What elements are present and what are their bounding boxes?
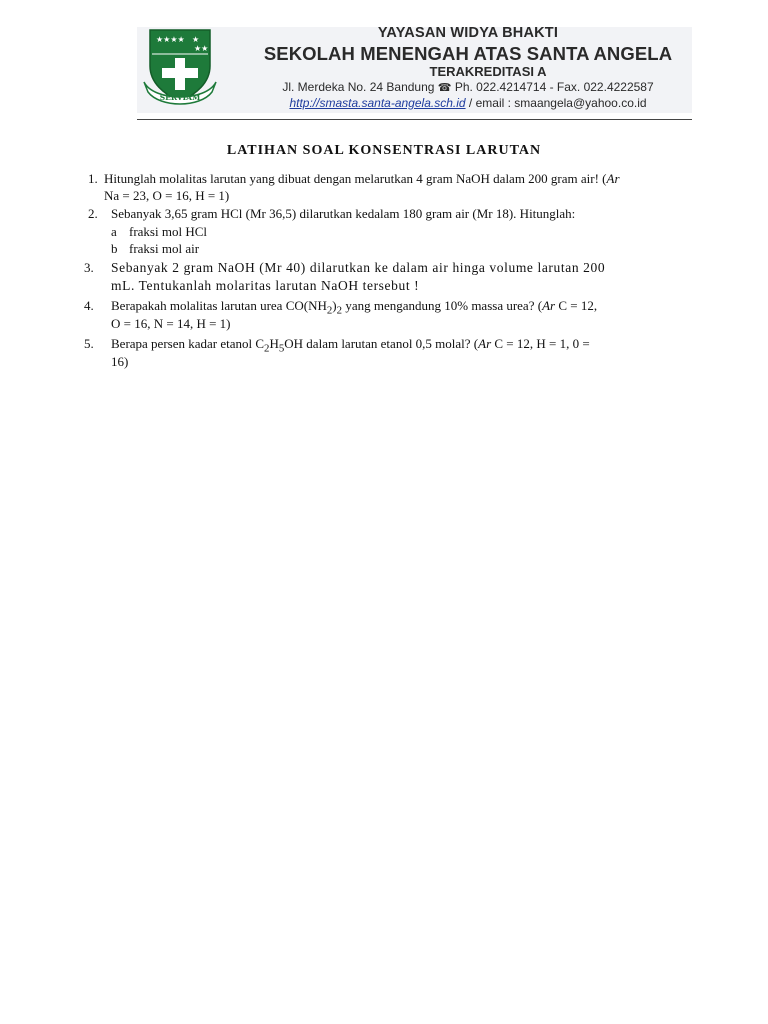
subscript: 2 <box>264 342 270 355</box>
subitem-letter: b <box>111 241 118 256</box>
document-title: LATIHAN SOAL KONSENTRASI LARUTAN <box>226 143 542 158</box>
separator: / <box>468 96 473 110</box>
question-number: 4. <box>84 298 94 313</box>
question-number: 2. <box>88 206 98 221</box>
question-5-text: Berapa persen kadar etanol C <box>111 336 265 351</box>
question-3-line-2: mL. Tentukanlah molaritas larutan NaOH tersebut ! <box>111 278 420 293</box>
subitem-text: fraksi mol air <box>129 241 200 256</box>
letterhead-text <box>248 24 688 111</box>
question-5-line-2: 16) <box>111 354 129 369</box>
question-4-text: C = 12, <box>555 298 598 313</box>
question-5-text: C = 12, H = 1, 0 = <box>491 336 590 351</box>
question-2-subitem-b <box>111 240 199 257</box>
question-2-subitem-a <box>111 223 207 240</box>
subitem-text: fraksi mol HCl <box>129 224 207 239</box>
school-crest-logo <box>140 28 220 108</box>
logo-motto: SERVIAM <box>159 93 201 102</box>
question-number: 1. <box>88 171 98 186</box>
svg-text:★: ★ <box>192 35 200 44</box>
ar-label: Ar <box>478 336 492 351</box>
question-number: 3. <box>84 260 94 275</box>
address-line <box>248 80 688 96</box>
question-2-line-1: Sebanyak 3,65 gram HCl (Mr 36,5) dilarutkan kedalam 180 gram air (Mr 18). Hitunglah: <box>111 206 576 221</box>
telephone-icon: ☎ <box>437 82 452 94</box>
subscript: 5 <box>278 342 285 355</box>
address: Jl. Merdeka No. 24 Bandung <box>282 80 435 94</box>
website-link[interactable]: http://smasta.santa-angela.sch.id <box>289 96 466 110</box>
question-1-line-1 <box>104 170 684 188</box>
question-4-text: Berapakah molalitas larutan urea CO(NH <box>111 298 327 313</box>
subitem-letter: a <box>111 224 117 239</box>
subscript: 2 <box>326 304 333 317</box>
question-4-text: ) <box>332 298 337 313</box>
school-name: SEKOLAH MENENGAH ATAS SANTA ANGELA <box>263 43 673 64</box>
phone-fax: Ph. 022.4214714 - Fax. 022.4222587 <box>454 80 654 94</box>
question-number: 5. <box>84 336 94 351</box>
svg-text:★★★★: ★★★★ <box>156 35 185 44</box>
ar-label: Ar <box>542 298 556 313</box>
accreditation-status: TERAKREDITASI A <box>429 64 547 79</box>
web-email-line <box>248 96 688 111</box>
subscript: 2 <box>336 304 343 317</box>
question-4-text: yang mengandung 10% massa urea? ( <box>342 298 543 313</box>
question-3-line-1: Sebanyak 2 gram NaOH (Mr 40) dilarutkan ke dalam air hinga volume larutan 200 <box>111 260 606 275</box>
svg-text:★★: ★★ <box>194 44 209 53</box>
question-5-line-1 <box>111 335 671 358</box>
question-4-line-2: O = 16, N = 14, H = 1) <box>111 316 231 331</box>
header-divider <box>137 119 692 120</box>
question-5-text: OH dalam larutan etanol 0,5 molal? ( <box>284 336 479 351</box>
foundation-name: YAYASAN WIDYA BHAKTI <box>377 25 559 41</box>
email: email : smaangela@yahoo.co.id <box>475 96 647 110</box>
ar-label: Ar <box>606 171 620 186</box>
question-1-text: Hitunglah molalitas larutan yang dibuat dengan melarutkan 4 gram NaOH dalam 200 gram air! ( <box>104 171 607 186</box>
question-1-line-2: Na = 23, O = 16, H = 1) <box>104 188 230 203</box>
question-5-text: H <box>269 336 279 351</box>
